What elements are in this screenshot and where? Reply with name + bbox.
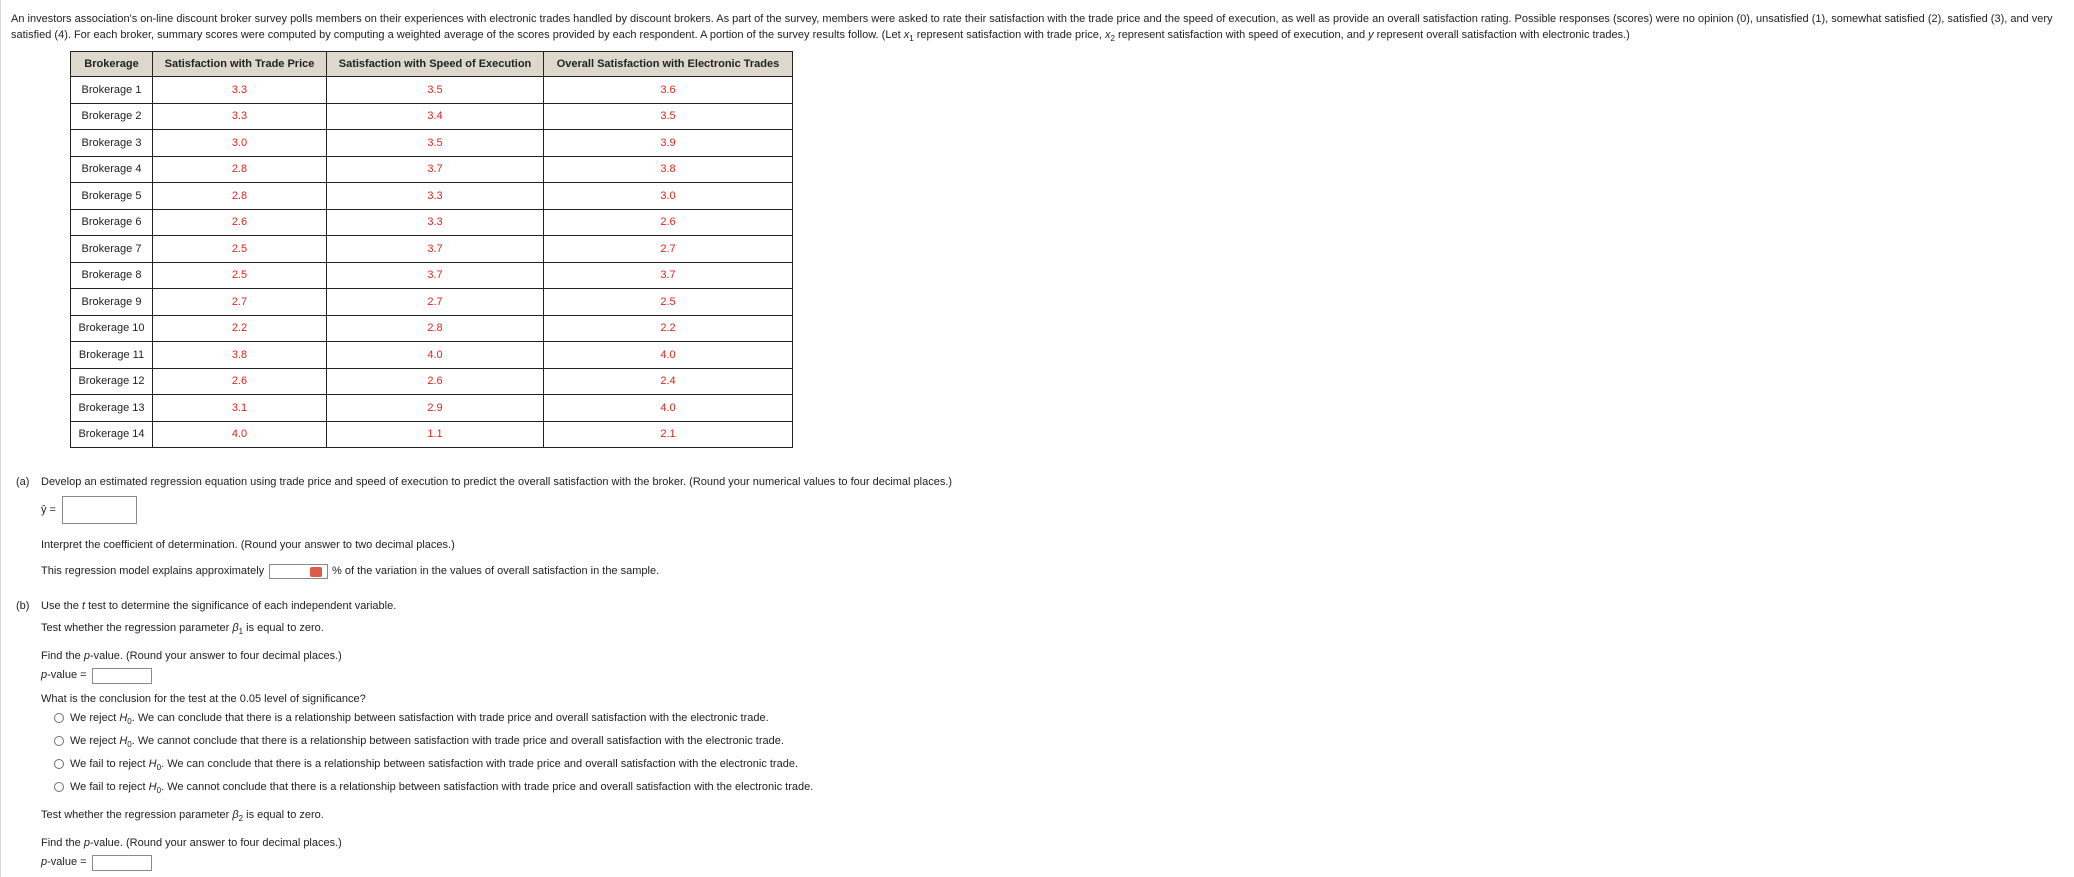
brokerage-name-cell: Brokerage 8 [71,262,153,289]
pvalue-label-2: p-value = [41,856,87,868]
table-row [71,236,793,263]
score-cell: 3.7 [544,262,793,289]
score-cell: 2.6 [153,368,327,395]
score-cell: 2.8 [153,183,327,210]
pvalue-input-1[interactable] [92,668,152,684]
pvalue-label-1: p-value = [41,669,87,681]
table-row [71,395,793,422]
part-a-question: Develop an estimated regression equation using trade price and speed of execution to predict the overall satisfaction with the broker. (Round your numerical values to four decimal places.) [41,476,953,488]
table-row [71,130,793,157]
score-cell: 3.7 [327,156,544,183]
score-cell: 2.5 [544,289,793,316]
score-cell: 3.5 [327,77,544,104]
score-cell: 2.2 [544,315,793,342]
score-cell: 3.3 [327,183,544,210]
percent-input[interactable] [269,564,328,579]
table-row [71,315,793,342]
part-b-letter: (b) [16,600,30,612]
score-cell: 2.6 [153,209,327,236]
score-cell: 3.4 [327,103,544,130]
option-label: We reject $H_0$. We cannot conclude that there is a relationship between satisfaction with trade price and overall satisfaction with the electronic trade. [70,735,784,749]
table-row [71,209,793,236]
table-row [71,368,793,395]
conclusion-prompt: What is the conclusion for the test at the 0.05 level of significance? [41,693,366,705]
yhat-label: ŷ = [41,504,56,516]
score-cell: 2.6 [327,368,544,395]
option-label: We fail to reject $H_0$. We cannot conclude that there is a relationship between satisfaction with trade price and overall satisfaction with the electronic trade. [70,781,814,795]
brokerage-name-cell: Brokerage 5 [71,183,153,210]
column-header: Brokerage [71,52,153,77]
radio-button[interactable] [54,759,64,769]
intro-text-1: An investors association's on-line discount broker survey polls members on their experiences with electronic trades handled by discount brokers. As part of the survey, members were asked to rate their satisfaction with the trade price and the speed of execution, as well as provide an overall satisfaction rating. Possible responses (scores) were no opinion (0), unsatisfied (1), somewhat satisfied (2), satisfied (3), and very satisfied (4). For each broker, summary scores were computed by computing a weighted average of the scores provided by each respondent. A portion of the survey results follow. (Let [11,13,2053,41]
find-pvalue-prompt-2: Find the p-value. (Round your answer to four decimal places.) [41,837,342,849]
brokerage-name-cell: Brokerage 12 [71,368,153,395]
option-label: We fail to reject $H_0$. We can conclude that there is a relationship between satisfaction with trade price and overall satisfaction with the electronic trade. [70,758,798,772]
table-row [71,103,793,130]
score-cell: 3.7 [327,262,544,289]
table-row [71,342,793,369]
radio-button[interactable] [54,713,64,723]
brokerage-name-cell: Brokerage 6 [71,209,153,236]
var-y: y [1368,29,1374,41]
pvalue-input-2[interactable] [92,855,152,871]
score-cell: 3.1 [153,395,327,422]
input-status-icon [310,567,322,577]
score-cell: 3.9 [544,130,793,157]
score-cell: 4.0 [544,395,793,422]
conclusion-option-2[interactable] [54,733,784,749]
score-cell: 3.0 [153,130,327,157]
score-cell: 2.8 [153,156,327,183]
intro-text-4: represent overall satisfaction with electronic trades.) [1373,29,1630,41]
score-cell: 4.0 [153,421,327,448]
table-row [71,183,793,210]
intro-paragraph [11,11,2069,43]
table-header-row [71,52,793,77]
part-b-question: Use the t test to determine the significance of each independent variable. [41,600,397,612]
var-x1-subscript: 1 [909,34,914,43]
table-row [71,289,793,316]
intro-text-3: represent satisfaction with speed of execution, and [1114,29,1369,41]
var-x1: x [903,29,910,41]
score-cell: 2.7 [544,236,793,263]
conclusion-option-3[interactable] [54,756,798,772]
brokerage-name-cell: Brokerage 11 [71,342,153,369]
table-row [71,156,793,183]
score-cell: 2.9 [327,395,544,422]
score-cell: 2.8 [327,315,544,342]
var-x2: x [1105,29,1111,41]
score-cell: 3.5 [327,130,544,157]
brokerage-name-cell: Brokerage 13 [71,395,153,422]
column-header: Satisfaction with Trade Price [153,52,327,77]
score-cell: 3.6 [544,77,793,104]
test-beta2-prompt: Test whether the regression parameter $\beta_2$ is equal to zero. [41,809,324,823]
test-beta1-prompt: Test whether the regression parameter $\beta_1$ is equal to zero. [41,622,324,636]
r-squared-sentence-start: This regression model explains approximately [41,565,265,577]
radio-button[interactable] [54,782,64,792]
part-a-letter: (a) [16,476,30,488]
score-cell: 3.8 [153,342,327,369]
score-cell: 2.6 [544,209,793,236]
brokerage-name-cell: Brokerage 4 [71,156,153,183]
brokerage-name-cell: Brokerage 9 [71,289,153,316]
left-border [0,0,1,877]
conclusion-option-1[interactable] [54,710,769,726]
option-label: We reject $H_0$. We can conclude that there is a relationship between satisfaction with trade price and overall satisfaction with the electronic trade. [70,712,769,726]
survey-data-table [70,51,793,448]
brokerage-name-cell: Brokerage 2 [71,103,153,130]
conclusion-option-4[interactable] [54,779,813,795]
score-cell: 2.4 [544,368,793,395]
score-cell: 2.5 [153,236,327,263]
score-cell: 3.7 [327,236,544,263]
table-row [71,77,793,104]
score-cell: 3.3 [327,209,544,236]
intro-text-2: represent satisfaction with trade price, [913,29,1106,41]
regression-equation-input[interactable] [62,496,137,524]
score-cell: 3.0 [544,183,793,210]
table-row [71,421,793,448]
column-header: Satisfaction with Speed of Execution [327,52,544,77]
score-cell: 2.7 [153,289,327,316]
score-cell: 2.5 [153,262,327,289]
score-cell: 2.2 [153,315,327,342]
column-header: Overall Satisfaction with Electronic Trades [544,52,793,77]
score-cell: 1.1 [327,421,544,448]
score-cell: 2.7 [327,289,544,316]
brokerage-name-cell: Brokerage 14 [71,421,153,448]
brokerage-name-cell: Brokerage 7 [71,236,153,263]
interpret-prompt: Interpret the coefficient of determination. (Round your answer to two decimal places.) [41,539,455,551]
score-cell: 3.5 [544,103,793,130]
brokerage-name-cell: Brokerage 3 [71,130,153,157]
score-cell: 3.3 [153,103,327,130]
score-cell: 3.8 [544,156,793,183]
score-cell: 2.1 [544,421,793,448]
score-cell: 3.3 [153,77,327,104]
brokerage-name-cell: Brokerage 10 [71,315,153,342]
score-cell: 4.0 [544,342,793,369]
table-row [71,262,793,289]
r-squared-sentence-end: % of the variation in the values of overall satisfaction in the sample. [332,565,660,577]
find-pvalue-prompt-1: Find the p-value. (Round your answer to four decimal places.) [41,650,342,662]
brokerage-name-cell: Brokerage 1 [71,77,153,104]
radio-button[interactable] [54,736,64,746]
score-cell: 4.0 [327,342,544,369]
var-x2-subscript: 2 [1110,34,1115,43]
